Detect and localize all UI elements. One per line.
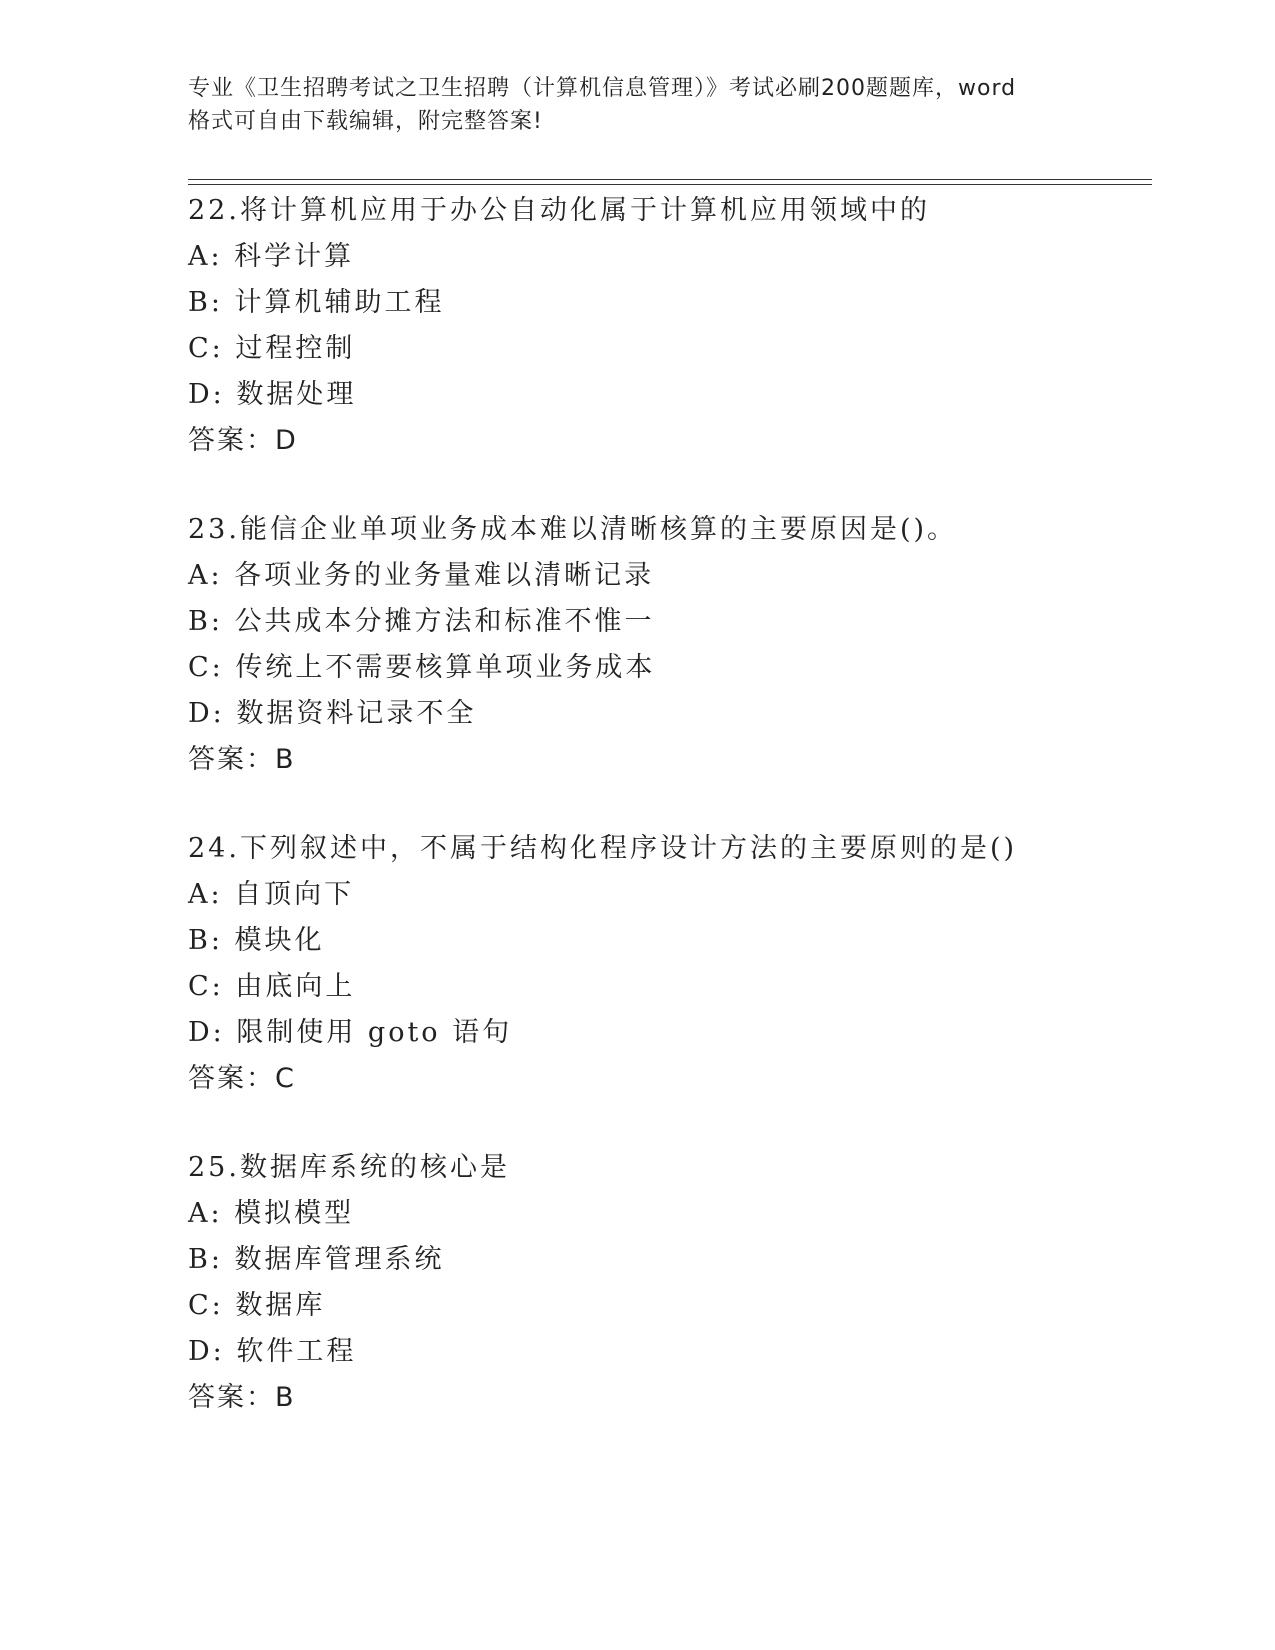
option-c: C: 数据库 (188, 1290, 326, 1321)
answer-line: 答案：D (188, 425, 298, 456)
question-24 (188, 826, 1168, 1102)
option-a: A: 科学计算 (188, 241, 355, 272)
option-b: B: 公共成本分摊方法和标准不惟一 (188, 606, 655, 637)
option-d: D: 软件工程 (188, 1336, 357, 1367)
option-b: B: 数据库管理系统 (188, 1244, 445, 1275)
answer-line: 答案：B (188, 744, 296, 775)
header-divider-bottom (188, 184, 1152, 185)
answer-line: 答案：B (188, 1382, 296, 1413)
question-stem: 22.将计算机应用于办公自动化属于计算机应用领域中的 (188, 195, 930, 226)
question-25 (188, 1145, 1168, 1421)
question-list (188, 188, 1168, 1464)
question-23 (188, 507, 1168, 783)
answer-line: 答案：C (188, 1063, 296, 1094)
option-c: C: 由底向上 (188, 971, 356, 1002)
question-stem: 24.下列叙述中，不属于结构化程序设计方法的主要原则的是() (188, 833, 1018, 864)
header-divider-top (188, 179, 1152, 180)
option-b: B: 计算机辅助工程 (188, 287, 445, 318)
option-c: C: 传统上不需要核算单项业务成本 (188, 652, 656, 683)
question-22 (188, 188, 1168, 464)
question-stem: 23.能信企业单项业务成本难以清晰核算的主要原因是()。 (188, 514, 958, 545)
document-header (188, 72, 1088, 138)
option-d: D: 数据处理 (188, 379, 357, 410)
option-b: B: 模块化 (188, 925, 325, 956)
option-a: A: 模拟模型 (188, 1198, 355, 1229)
option-d: D: 限制使用 goto 语句 (188, 1017, 513, 1048)
header-line-2: 格式可自由下载编辑，附完整答案! (188, 109, 543, 134)
option-a: A: 自顶向下 (188, 879, 355, 910)
header-line-1: 专业《卫生招聘考试之卫生招聘（计算机信息管理）》考试必刷200题题库，word (188, 76, 1017, 101)
question-stem: 25.数据库系统的核心是 (188, 1152, 510, 1183)
option-a: A: 各项业务的业务量难以清晰记录 (188, 560, 655, 591)
option-c: C: 过程控制 (188, 333, 356, 364)
option-d: D: 数据资料记录不全 (188, 698, 477, 729)
